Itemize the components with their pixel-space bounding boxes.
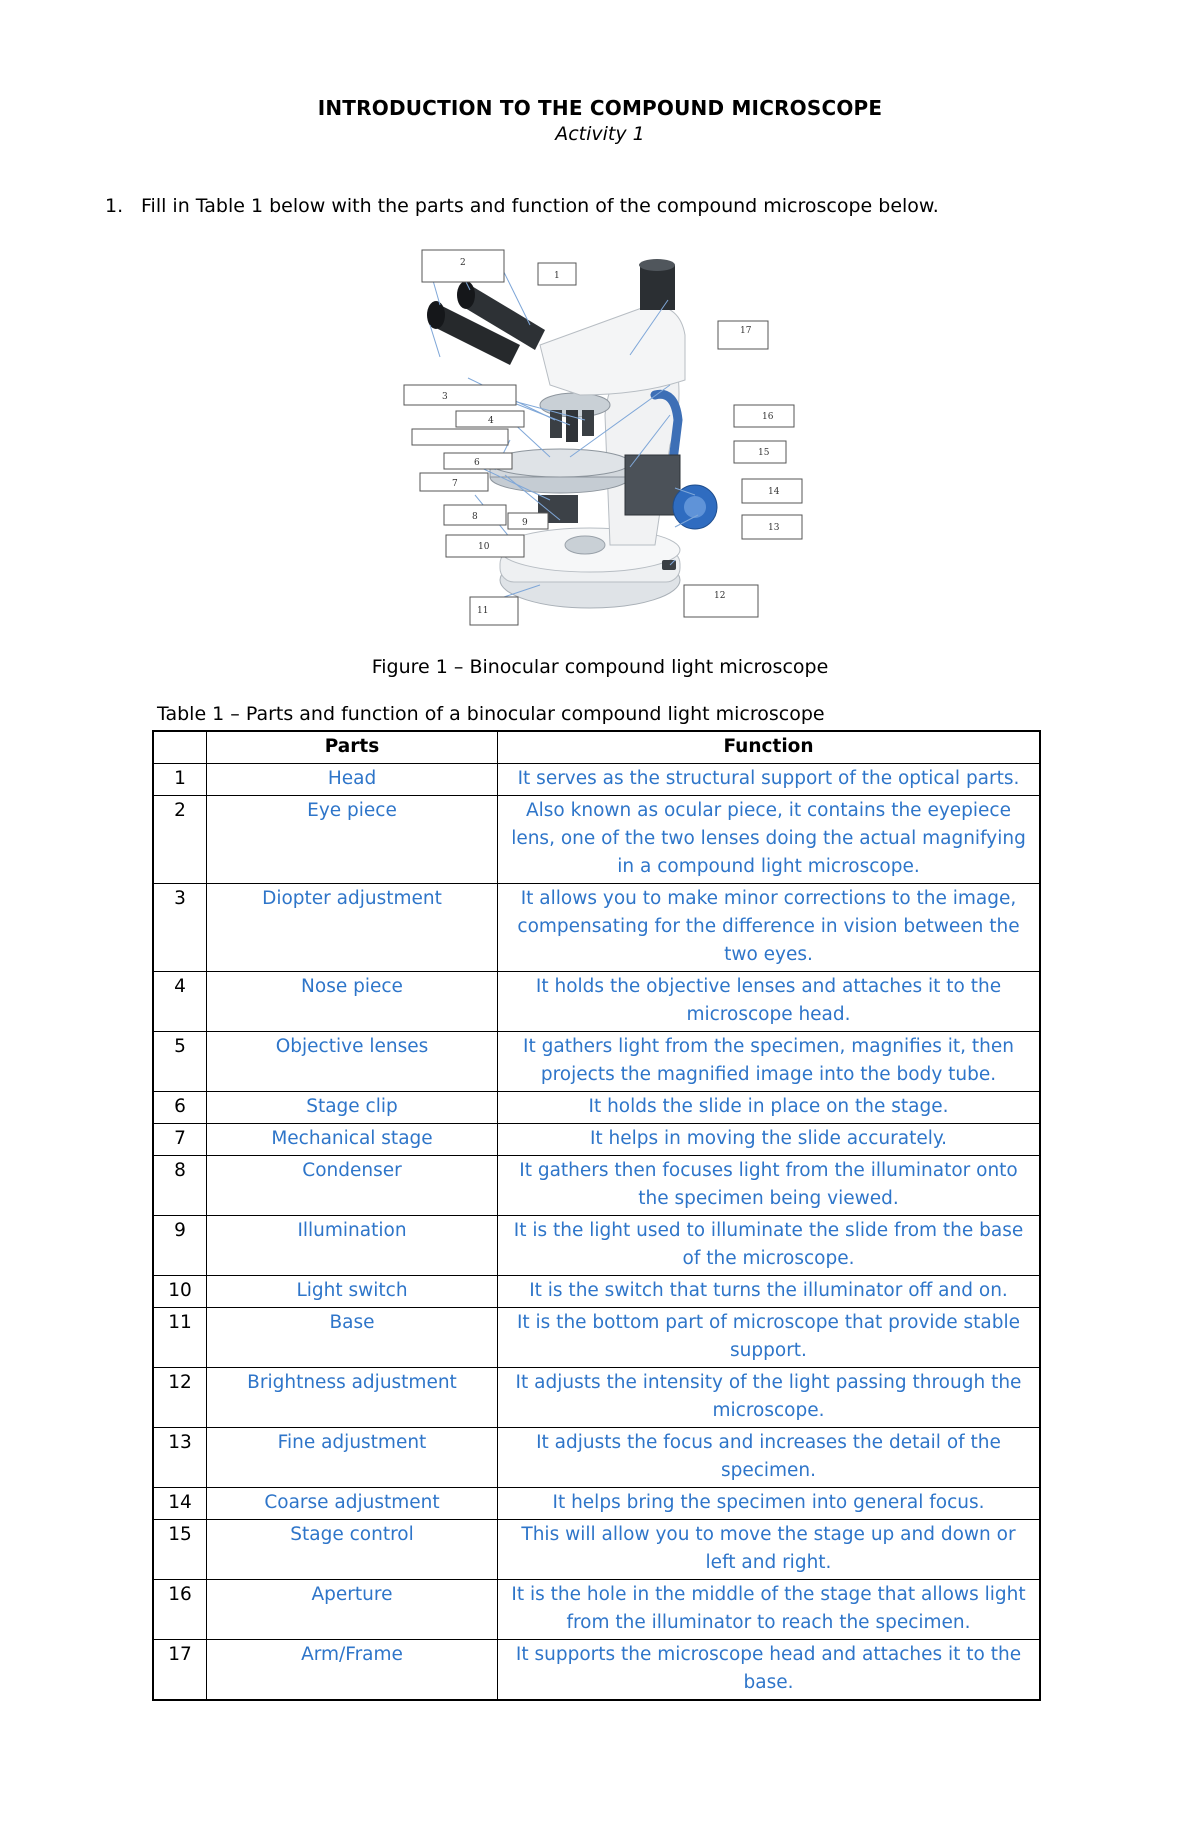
table-row <box>153 1488 1040 1520</box>
row-number: 15 <box>153 1520 207 1580</box>
document-subtitle: Activity 1 <box>555 123 645 145</box>
part-function: It gathers then focuses light from the illuminator onto the specimen being viewed. <box>498 1156 1041 1216</box>
part-name: Eye piece <box>207 796 498 884</box>
row-number: 1 <box>153 764 207 796</box>
part-name: Fine adjustment <box>207 1428 498 1488</box>
part-function: It allows you to make minor corrections to the image, compensating for the difference in vision between the two eyes. <box>498 884 1041 972</box>
part-function: It adjusts the intensity of the light passing through the microscope. <box>498 1368 1041 1428</box>
row-number: 11 <box>153 1308 207 1368</box>
header-num <box>153 731 207 764</box>
row-number: 4 <box>153 972 207 1032</box>
row-number: 16 <box>153 1580 207 1640</box>
part-function: This will allow you to move the stage up and down or left and right. <box>498 1520 1041 1580</box>
part-name: Base <box>207 1308 498 1368</box>
callout-10: 10 <box>478 542 490 552</box>
callout-17: 17 <box>740 326 752 336</box>
part-function: It serves as the structural support of the optical parts. <box>498 764 1041 796</box>
table-row <box>153 1276 1040 1308</box>
part-name: Aperture <box>207 1580 498 1640</box>
part-name: Mechanical stage <box>207 1124 498 1156</box>
callout-14: 14 <box>768 487 780 497</box>
row-number: 3 <box>153 884 207 972</box>
table-row <box>153 884 1040 972</box>
callout-15: 15 <box>758 448 770 458</box>
question-text: Fill in Table 1 below with the parts and function of the compound microscope below. <box>141 195 939 217</box>
table-row <box>153 1032 1040 1092</box>
part-function: It is the bottom part of microscope that provide stable support. <box>498 1308 1041 1368</box>
part-function: It supports the microscope head and attaches it to the base. <box>498 1640 1041 1701</box>
table-row <box>153 1640 1040 1701</box>
table-row <box>153 1308 1040 1368</box>
part-name: Stage clip <box>207 1092 498 1124</box>
callout-6: 6 <box>474 458 480 468</box>
part-name: Illumination <box>207 1216 498 1276</box>
callout-16: 16 <box>762 412 774 422</box>
row-number: 8 <box>153 1156 207 1216</box>
row-number: 6 <box>153 1092 207 1124</box>
part-name: Brightness adjustment <box>207 1368 498 1428</box>
part-name: Stage control <box>207 1520 498 1580</box>
part-name: Light switch <box>207 1276 498 1308</box>
question-number: 1. <box>105 195 124 217</box>
row-number: 9 <box>153 1216 207 1276</box>
table-row <box>153 1368 1040 1428</box>
part-name: Condenser <box>207 1156 498 1216</box>
part-function: It gathers light from the specimen, magnifies it, then projects the magnified image into the body tube. <box>498 1032 1041 1092</box>
table-row <box>153 1092 1040 1124</box>
table-caption: Table 1 – Parts and function of a binocular compound light microscope <box>157 703 825 725</box>
question-1 <box>105 195 939 217</box>
document-title: INTRODUCTION TO THE COMPOUND MICROSCOPE <box>317 96 883 120</box>
header-function: Function <box>498 731 1041 764</box>
table-row <box>153 1124 1040 1156</box>
row-number: 2 <box>153 796 207 884</box>
table-row <box>153 1216 1040 1276</box>
table-row <box>153 1580 1040 1640</box>
table-row <box>153 972 1040 1032</box>
callout-11: 11 <box>477 606 489 616</box>
row-number: 10 <box>153 1276 207 1308</box>
callout-3: 3 <box>442 392 448 402</box>
microscope-figure <box>400 245 820 635</box>
callout-13: 13 <box>768 523 780 533</box>
callout-1: 1 <box>554 271 560 281</box>
row-number: 5 <box>153 1032 207 1092</box>
part-function: It holds the slide in place on the stage. <box>498 1092 1041 1124</box>
part-name: Coarse adjustment <box>207 1488 498 1520</box>
parts-table <box>152 730 1041 1701</box>
callout-12: 12 <box>714 591 726 601</box>
row-number: 14 <box>153 1488 207 1520</box>
row-number: 7 <box>153 1124 207 1156</box>
header-parts: Parts <box>207 731 498 764</box>
part-function: It is the hole in the middle of the stage that allows light from the illuminator to reach the specimen. <box>498 1580 1041 1640</box>
table-header-row <box>153 731 1040 764</box>
callout-8: 8 <box>472 512 478 522</box>
row-number: 17 <box>153 1640 207 1701</box>
part-function: It helps bring the specimen into general focus. <box>498 1488 1041 1520</box>
table-row <box>153 1520 1040 1580</box>
part-function: It is the switch that turns the illuminator off and on. <box>498 1276 1041 1308</box>
callout-4: 4 <box>488 416 494 426</box>
row-number: 12 <box>153 1368 207 1428</box>
callout-7: 7 <box>452 479 458 489</box>
table-row <box>153 764 1040 796</box>
part-name: Head <box>207 764 498 796</box>
part-function: It helps in moving the slide accurately. <box>498 1124 1041 1156</box>
callout-9: 9 <box>522 518 528 528</box>
part-function: It is the light used to illuminate the slide from the base of the microscope. <box>498 1216 1041 1276</box>
part-name: Diopter adjustment <box>207 884 498 972</box>
part-function: It adjusts the focus and increases the detail of the specimen. <box>498 1428 1041 1488</box>
table-row <box>153 1428 1040 1488</box>
part-name: Objective lenses <box>207 1032 498 1092</box>
part-function: Also known as ocular piece, it contains the eyepiece lens, one of the two lenses doing the actual magnifying in a compound light microscope. <box>498 796 1041 884</box>
callout-2: 2 <box>460 258 466 268</box>
figure-caption: Figure 1 – Binocular compound light microscope <box>371 656 829 678</box>
row-number: 13 <box>153 1428 207 1488</box>
part-name: Nose piece <box>207 972 498 1032</box>
table-row <box>153 796 1040 884</box>
table-row <box>153 1156 1040 1216</box>
part-function: It holds the objective lenses and attaches it to the microscope head. <box>498 972 1041 1032</box>
part-name: Arm/Frame <box>207 1640 498 1701</box>
